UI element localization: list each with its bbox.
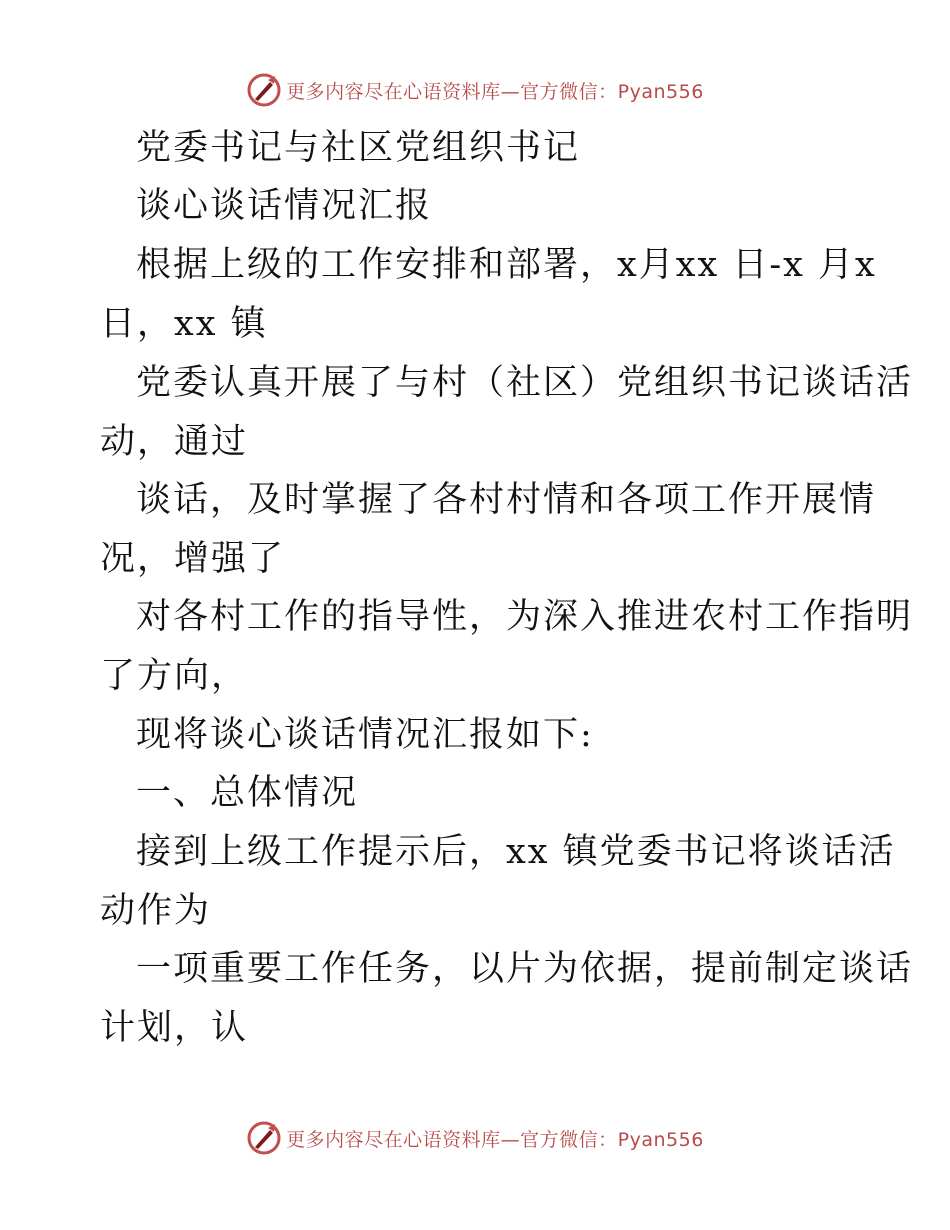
paragraph-line: 了方向， — [100, 656, 249, 696]
watermark-text: 更多内容尽在心语资料库—官方微信：Pyan556 — [286, 80, 704, 103]
paragraph-line: 日，xx 镇 — [100, 304, 268, 344]
quill-logo-icon — [246, 72, 282, 108]
quill-logo-icon — [246, 1120, 282, 1156]
header-watermark — [0, 70, 950, 110]
paragraph-line: 况，增强了 — [100, 539, 286, 579]
paragraph-line: 动作为 — [100, 891, 212, 931]
title-line-2: 谈心谈话情况汇报 — [136, 186, 433, 226]
paragraph-line: 根据上级的工作安排和部署，x月xx 日-x 月x — [136, 245, 877, 285]
paragraph-line: 接到上级工作提示后，xx 镇党委书记将谈话活 — [136, 832, 896, 872]
paragraph-line: 对各村工作的指导性，为深入推进农村工作指明 — [136, 597, 914, 637]
watermark-text: 更多内容尽在心语资料库—官方微信：Pyan556 — [286, 1128, 704, 1151]
title-line-1: 党委书记与社区党组织书记 — [136, 128, 581, 168]
paragraph-line: 党委认真开展了与村（社区）党组织书记谈话活 — [136, 363, 914, 403]
paragraph-line: 谈话，及时掌握了各村村情和各项工作开展情 — [136, 480, 877, 520]
paragraph-line: 一项重要工作任务，以片为依据，提前制定谈话 — [136, 949, 914, 989]
paragraph-line: 计划，认 — [100, 1008, 249, 1048]
paragraph-line: 现将谈心谈话情况汇报如下: — [136, 715, 594, 755]
footer-watermark — [0, 1118, 950, 1158]
paragraph-line: 动，通过 — [100, 422, 249, 462]
section-heading: 一、总体情况 — [136, 773, 359, 813]
